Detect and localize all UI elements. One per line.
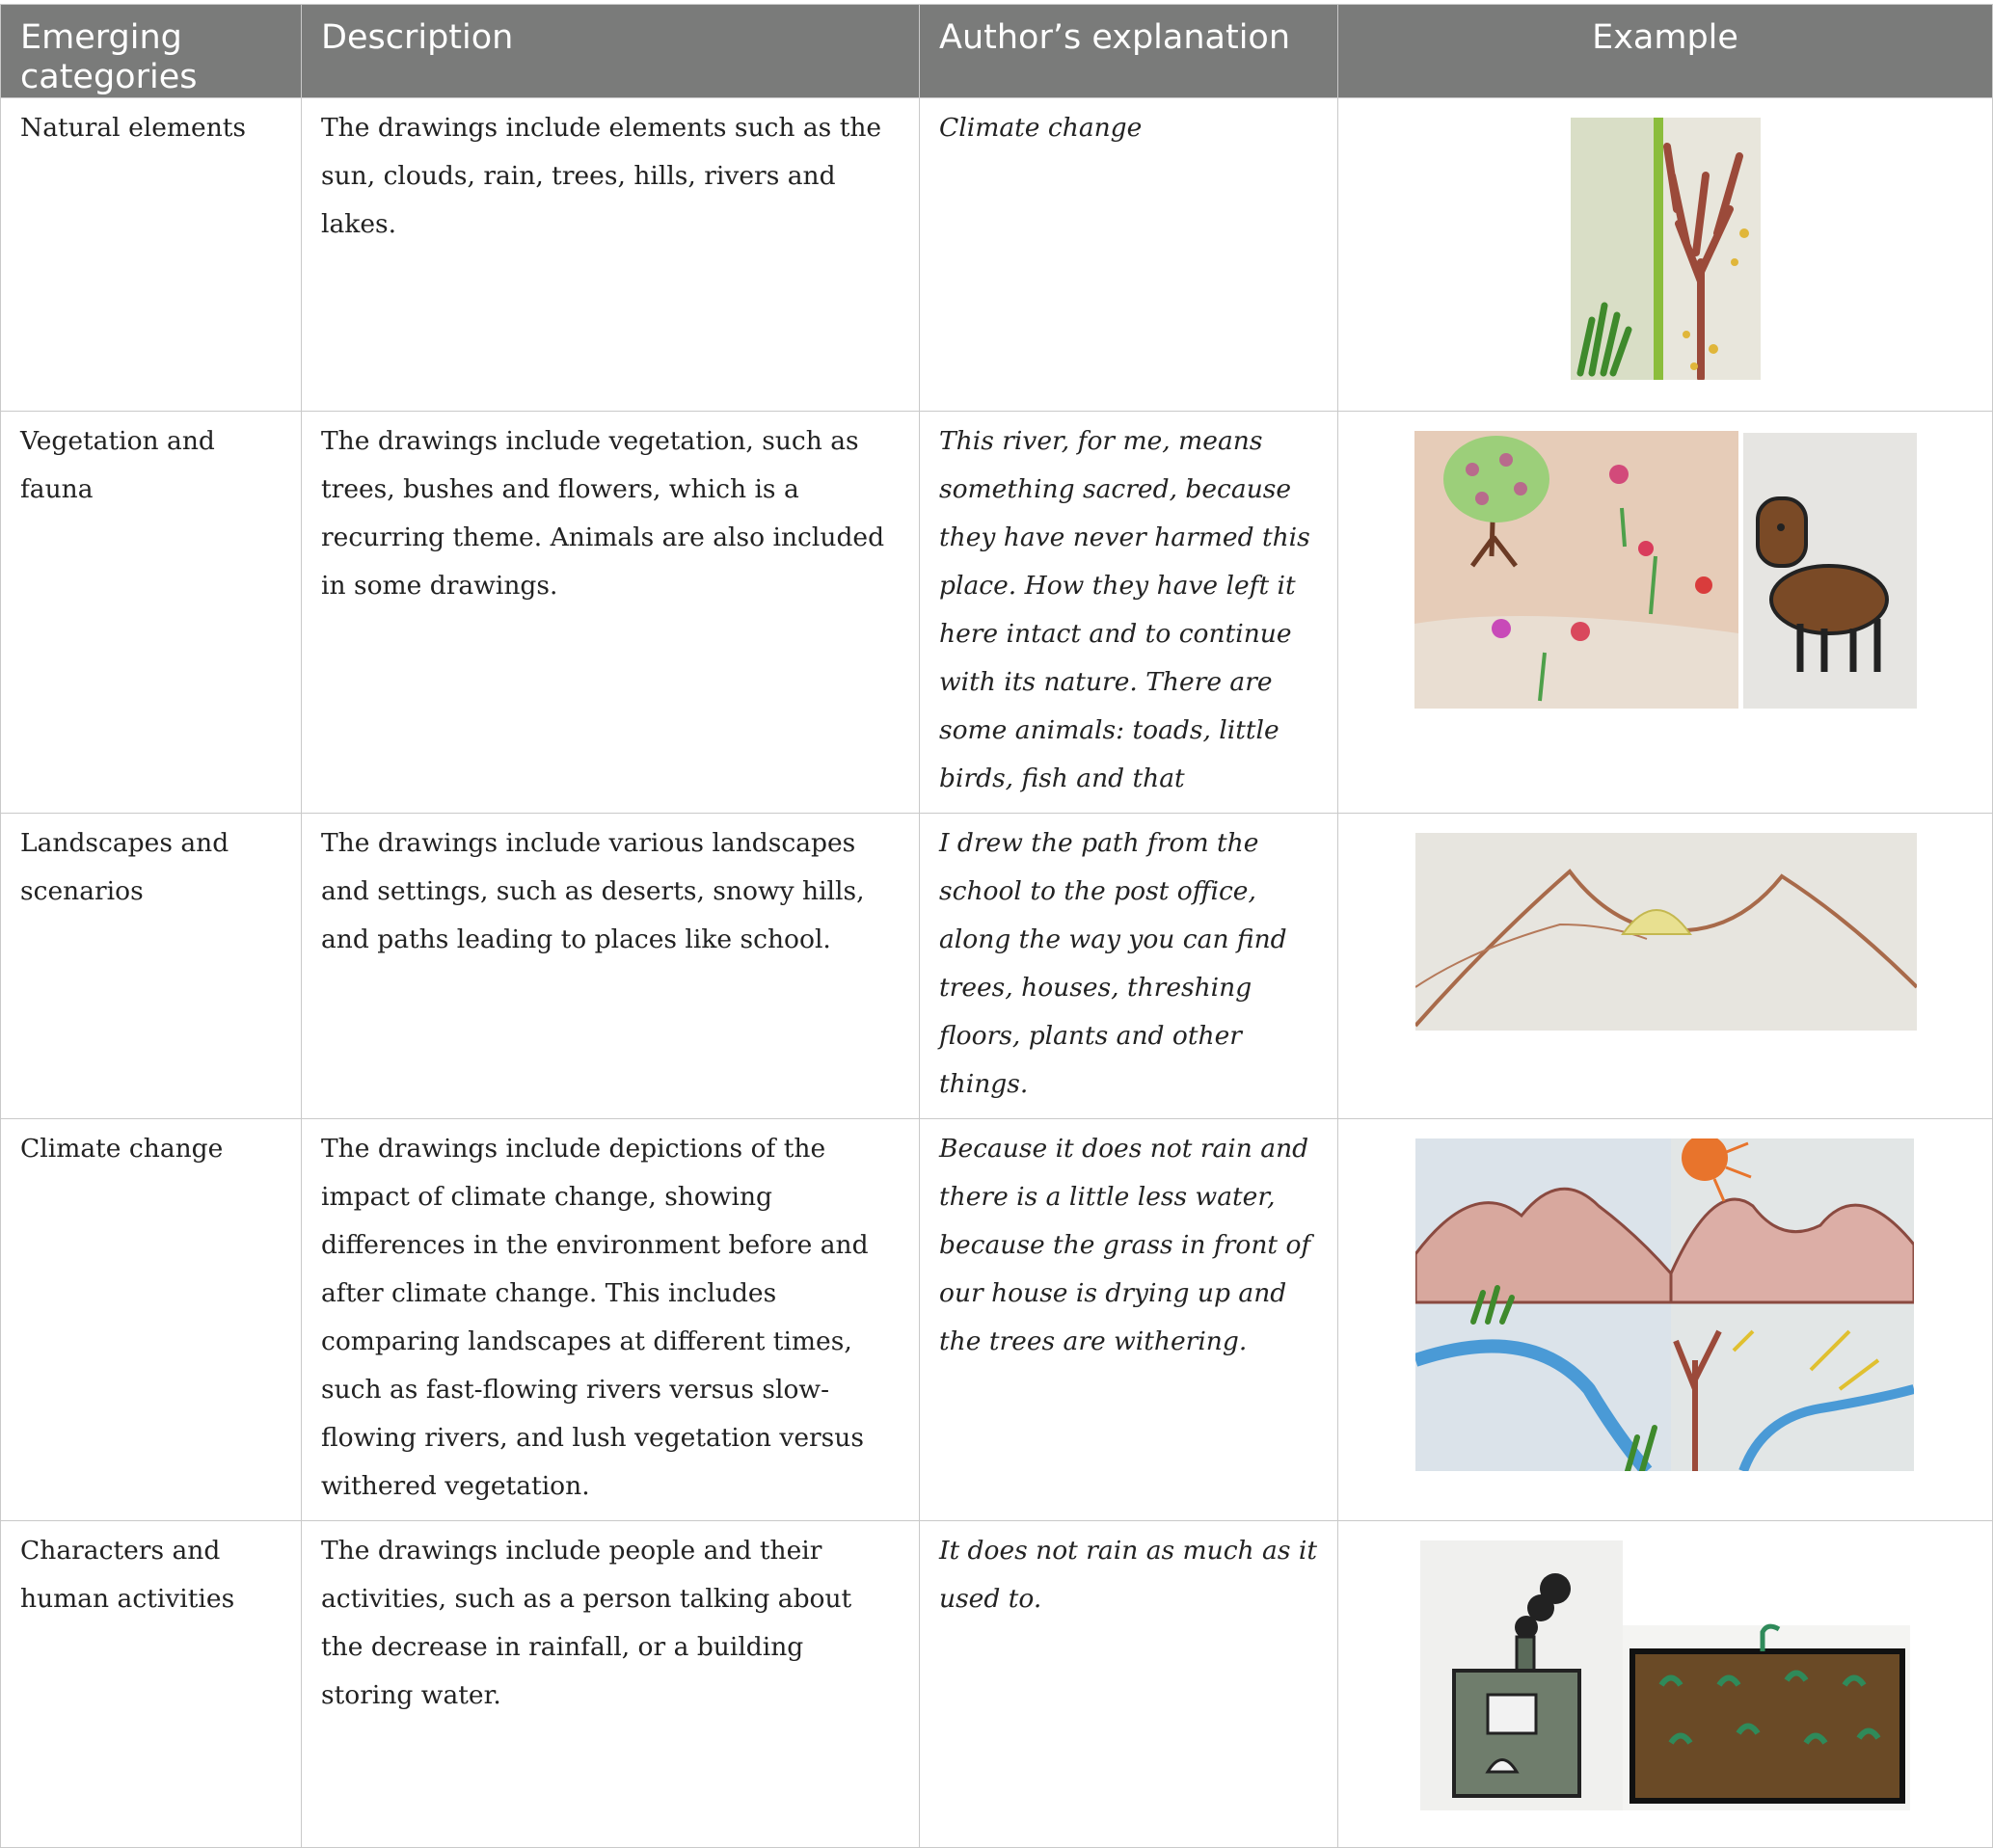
description-cell: The drawings include vegetation, such as trees, bushes and flowers, which is a recurring theme. Animals are also included in some drawings. xyxy=(302,412,920,814)
example-drawing xyxy=(1415,833,1917,1031)
categories-table xyxy=(0,4,1993,1848)
explanation-cell: Because it does not rain and there is a little less water, because the grass in front of our house is drying up and the trees are withering. xyxy=(920,1119,1338,1521)
example-cell xyxy=(1338,1119,1993,1521)
example-cell xyxy=(1338,1521,1993,1848)
header-categories: Emerging categories xyxy=(1,5,302,98)
header-example: Example xyxy=(1338,5,1993,98)
table-row xyxy=(1,1521,1993,1848)
explanation-cell: It does not rain as much as it used to. xyxy=(920,1521,1338,1848)
explanation-cell: Climate change xyxy=(920,98,1338,412)
table-row xyxy=(1,98,1993,412)
description-cell: The drawings include depictions of the impact of climate change, showing differences in the environment before and after climate change. This includes comparing landscapes at different times, such as fast-flowing rivers versus slow-flowing rivers, and lush vegetation versus withered vegetation. xyxy=(302,1119,920,1521)
explanation-cell: I drew the path from the school to the post office, along the way you can find trees, houses, threshing floors, plants and other things. xyxy=(920,814,1338,1119)
description-cell: The drawings include people and their activities, such as a person talking about the decrease in rainfall, or a building storing water. xyxy=(302,1521,920,1848)
table-row xyxy=(1,412,1993,814)
example-drawing xyxy=(1571,118,1761,380)
description-cell: The drawings include elements such as the sun, clouds, rain, trees, hills, rivers and lakes. xyxy=(302,98,920,412)
category-cell: Vegetation and fauna xyxy=(1,412,302,814)
category-cell: Characters and human activities xyxy=(1,1521,302,1848)
example-drawing xyxy=(1415,1138,1914,1471)
header-explanation: Author’s explanation xyxy=(920,5,1338,98)
category-cell: Natural elements xyxy=(1,98,302,412)
example-cell xyxy=(1338,814,1993,1119)
header-description: Description xyxy=(302,5,920,98)
header-row xyxy=(1,5,1993,98)
category-cell: Climate change xyxy=(1,1119,302,1521)
table-row xyxy=(1,1119,1993,1521)
table-row xyxy=(1,814,1993,1119)
description-cell: The drawings include various landscapes and settings, such as deserts, snowy hills, and paths leading to places like school. xyxy=(302,814,920,1119)
example-cell xyxy=(1338,412,1993,814)
example-drawing xyxy=(1420,1540,1912,1810)
example-drawing xyxy=(1414,431,1919,710)
example-cell xyxy=(1338,98,1993,412)
category-cell: Landscapes and scenarios xyxy=(1,814,302,1119)
explanation-cell: This river, for me, means something sacred, because they have never harmed this place. How they have left it here intact and to continue with its nature. There are some animals: toads, little birds, fish and that xyxy=(920,412,1338,814)
